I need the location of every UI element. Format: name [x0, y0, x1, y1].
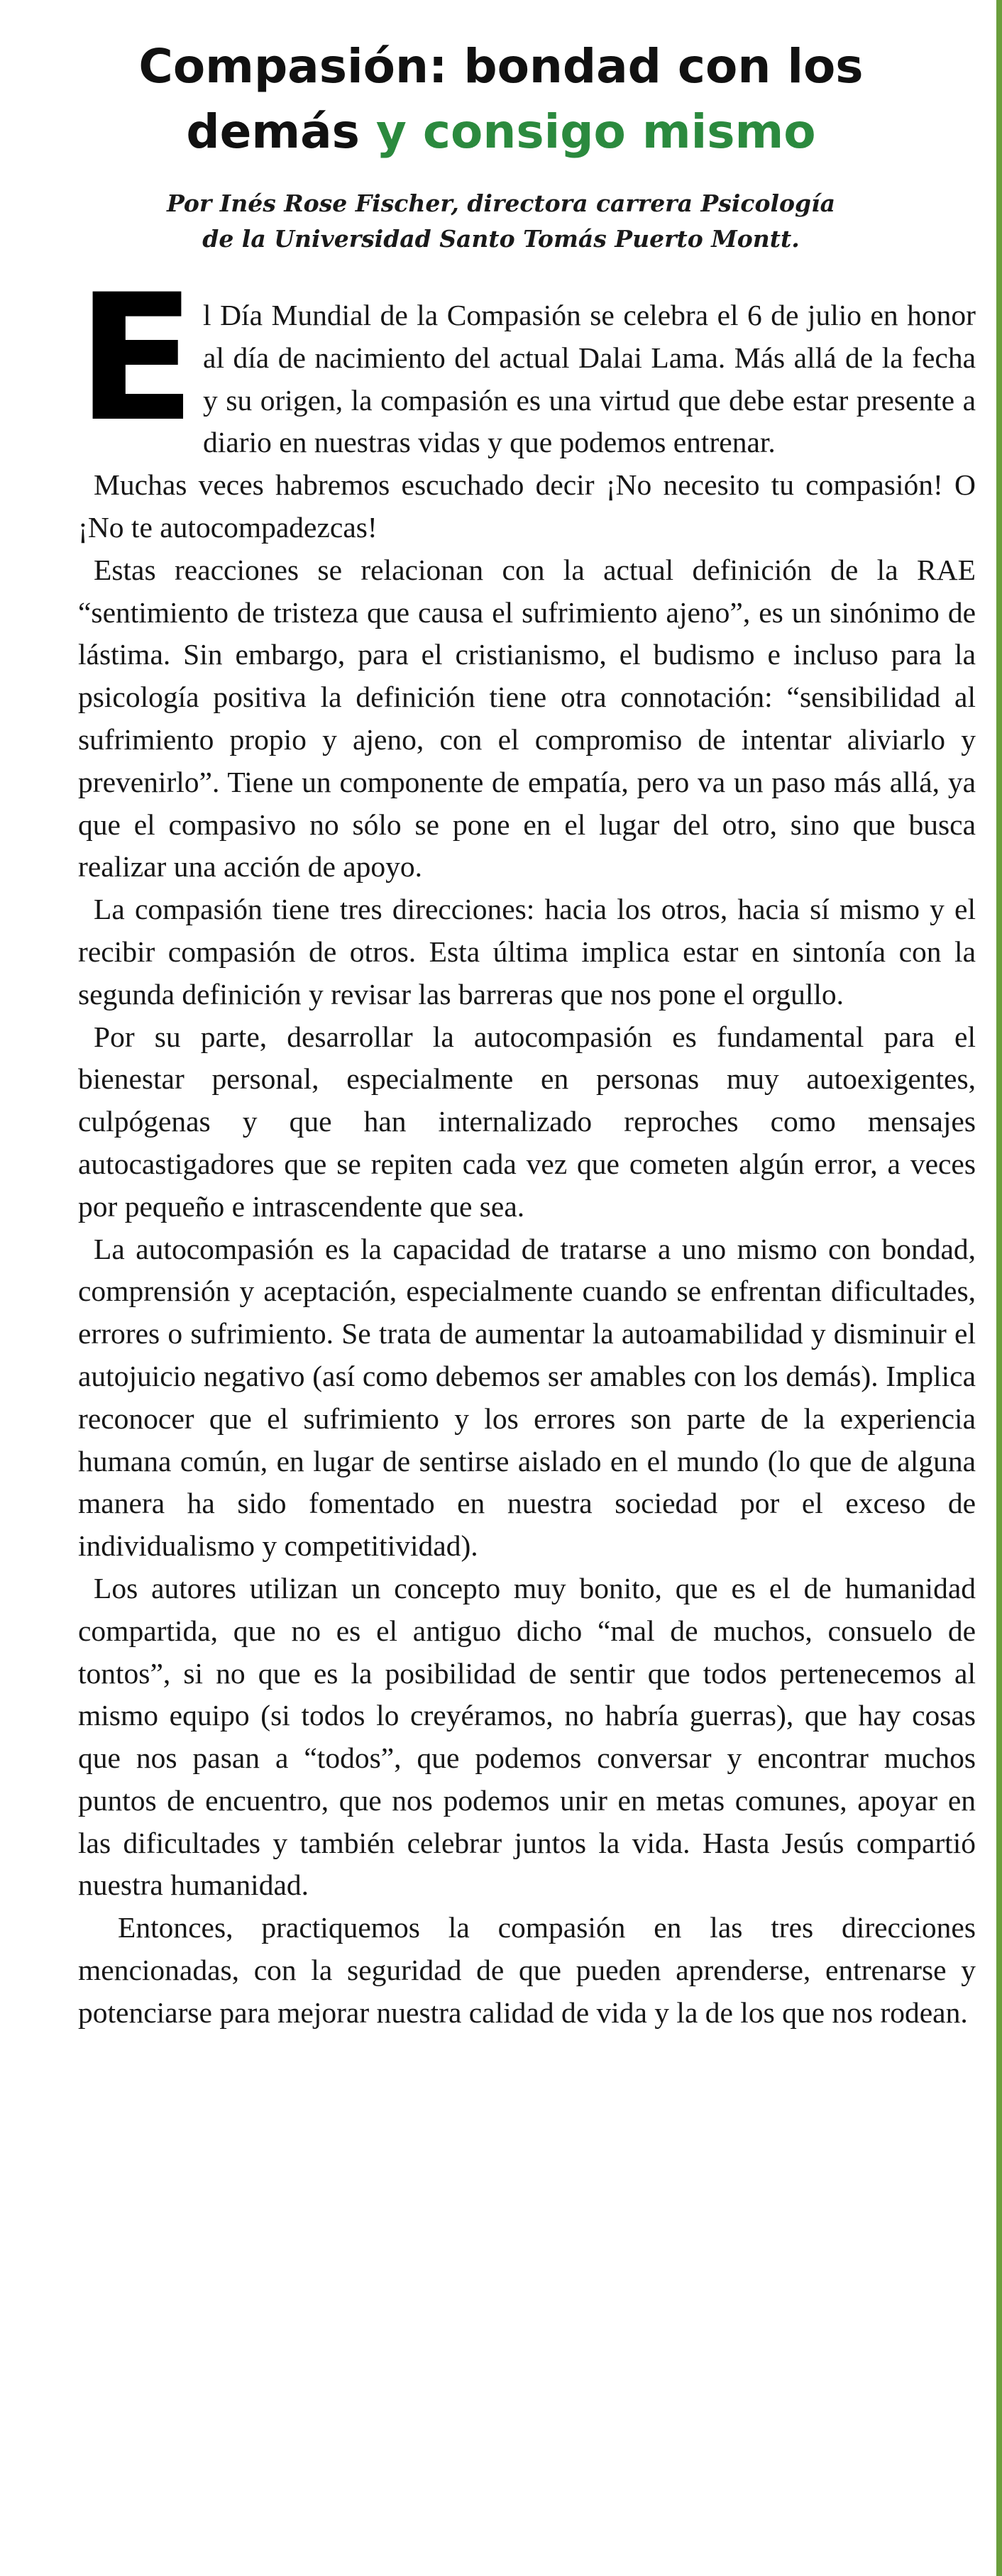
paragraph-8: Entonces, practiquemos la compasión en las tres direcciones mencionadas, con la seguridad de que pueden aprenderse, entrenarse y potenciarse para mejorar nuestra calidad de vida y la de los que nos rodean.	[78, 1911, 976, 2029]
drop-cap: E	[77, 258, 197, 461]
paragraph-7: Los autores utilizan un concepto muy bonito, que es el de humanidad compartida, que no es el antiguo dicho “mal de muchos, consuelo de tontos”, si no que es la posibilidad de sentir que todos pertenecemos al mismo equipo (si todos lo creyéramos, no habría guerras), que hay cosas que nos pasan a “todos”, que podemos conversar y encontrar muchos puntos de encuentro, que nos podemos unir en metas comunes, apoyar en las dificultades y también celebrar juntos la vida. Hasta Jesús compartió nuestra humanidad.	[78, 1571, 976, 1902]
byline-line-1: Por Inés Rose Fischer, directora carrera Psicología	[166, 189, 836, 217]
paragraph-1	[77, 258, 976, 464]
paragraph-3: Estas reacciones se relacionan con la actual definición de la RAE “sentimiento de tristeza que causa el sufrimiento ajeno”, es un sinónimo de lástima. Sin embargo, para el cristianismo, el budismo e incluso para la psicología positiva la definición tiene otra connotación: “sensibilidad al sufrimiento propio y ajeno, con el compromiso de intentar aliviarlo y prevenirlo”. Tiene un componente de empatía, pero va un paso más allá, ya que el compasivo no sólo se pone en el lugar del otro, sino que busca realizar una acción de apoyo.	[78, 553, 976, 884]
paragraph-6: La autocompasión es la capacidad de tratarse a uno mismo con bondad, comprensión y aceptación, especialmente cuando se enfrentan dificultades, errores o sufrimiento. Se trata de aumentar la autoamabilidad y disminuir el autojuicio negativo (así como debemos ser amables con los demás). Implica reconocer que el sufrimiento y los errores son parte de la experiencia humana común, en lugar de sentirse aislado en el mundo (lo que de alguna manera ha sido fomentado en nuestra sociedad por el exceso de individualismo y competitividad).	[78, 1232, 976, 1563]
title-line-2-green: y consigo mismo	[375, 104, 816, 159]
article-title	[0, 34, 1002, 165]
article-body	[77, 258, 976, 2035]
article-byline	[0, 186, 1002, 257]
title-line-1: Compasión: bondad con los	[138, 39, 864, 94]
paragraph-2: Muchas veces habremos escuchado decir ¡No necesito tu compasión! O ¡No te autocompadezcas!	[78, 468, 976, 544]
paragraph-1-text: l Día Mundial de la Compasión se celebra el 6 de julio en honor al día de nacimiento del actual Dalai Lama. Más allá de la fecha y su origen, la compasión es una virtud que debe estar presente a diario en nuestras vidas y que podemos entrenar.	[203, 299, 976, 459]
paragraph-5: Por su parte, desarrollar la autocompasión es fundamental para el bienestar personal, especialmente en personas muy autoexigentes, culpógenas y que han internalizado reproches como mensajes autocastigadores que se repiten cada vez que cometen algún error, a veces por pequeño e intrascendente que sea.	[78, 1020, 976, 1223]
title-line-2-black: demás	[186, 104, 376, 159]
paragraph-4: La compasión tiene tres direcciones: hacia los otros, hacia sí mismo y el recibir compasión de otros. Esta última implica estar en sintonía con la segunda definición y revisar las barreras que nos pone el orgullo.	[78, 893, 976, 1011]
byline-line-2: de la Universidad Santo Tomás Puerto Montt.	[202, 225, 800, 253]
page-edge-accent	[996, 0, 1002, 2576]
